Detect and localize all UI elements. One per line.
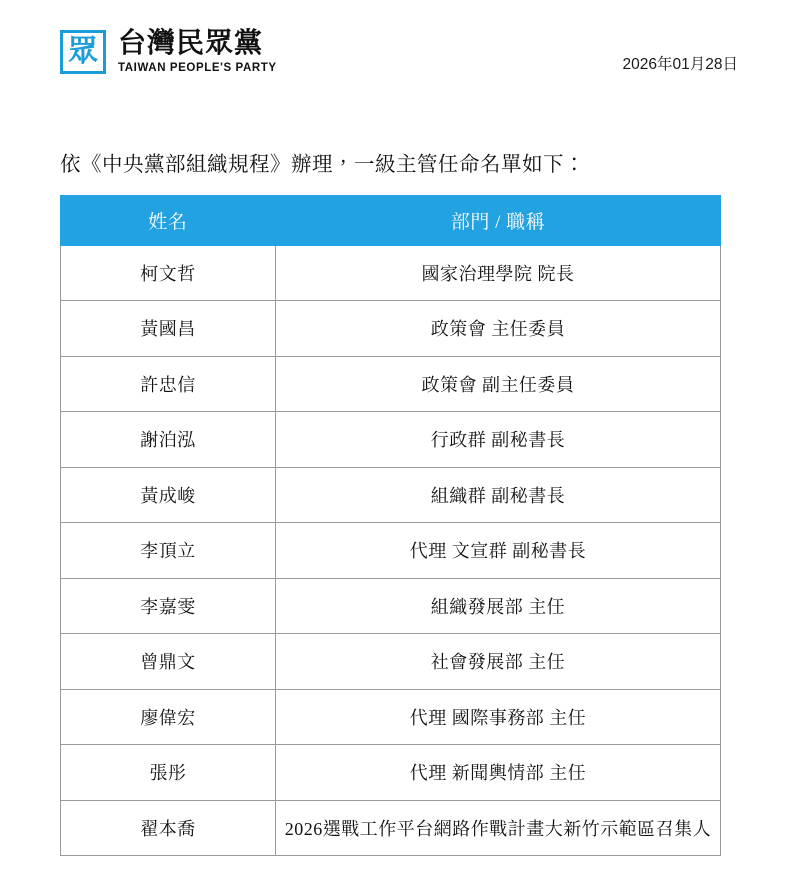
cell-role: 行政群 副秘書長 (276, 412, 721, 468)
table-row (61, 745, 721, 801)
column-header-name: 姓名 (61, 195, 276, 245)
table-row (61, 634, 721, 690)
table-body (61, 245, 721, 856)
cell-role: 國家治理學院 院長 (276, 245, 721, 301)
cell-name: 許忠信 (61, 356, 276, 412)
cell-name: 李頂立 (61, 523, 276, 579)
brand-name-chinese: 台灣民眾黨 (118, 28, 264, 59)
party-emblem-icon: 眾 (60, 30, 106, 74)
cell-role: 組織發展部 主任 (276, 578, 721, 634)
table-header (61, 195, 721, 245)
cell-role: 組織群 副秘書長 (276, 467, 721, 523)
cell-name: 黃國昌 (61, 301, 276, 357)
cell-name: 黃成峻 (61, 467, 276, 523)
brand-text (118, 30, 277, 75)
table-row (61, 412, 721, 468)
table-row (61, 356, 721, 412)
cell-name: 張彤 (61, 745, 276, 801)
cell-name: 柯文哲 (61, 245, 276, 301)
cell-role: 代理 國際事務部 主任 (276, 689, 721, 745)
table-row (61, 800, 721, 856)
document-date: 2026年01月28日 (622, 56, 738, 73)
table-row (61, 578, 721, 634)
cell-name: 曾鼎文 (61, 634, 276, 690)
cell-role: 政策會 主任委員 (276, 301, 721, 357)
document-header (0, 0, 790, 75)
cell-name: 李嘉雯 (61, 578, 276, 634)
intro-text: 依《中央黨部組織規程》辦理，一級主管任命名單如下： (60, 153, 585, 176)
table-row (61, 301, 721, 357)
brand-name-english: TAIWAN PEOPLE'S PARTY (118, 62, 277, 74)
party-logo (60, 30, 277, 75)
appointments-table (60, 195, 721, 857)
cell-name: 翟本喬 (61, 800, 276, 856)
table-row (61, 689, 721, 745)
cell-role: 社會發展部 主任 (276, 634, 721, 690)
table-header-row (61, 195, 721, 245)
table-row (61, 467, 721, 523)
column-header-role: 部門 / 職稱 (276, 195, 721, 245)
cell-role: 政策會 副主任委員 (276, 356, 721, 412)
cell-name: 廖偉宏 (61, 689, 276, 745)
cell-role: 代理 新聞輿情部 主任 (276, 745, 721, 801)
appointments-table-wrapper (60, 195, 730, 857)
cell-role: 代理 文宣群 副秘書長 (276, 523, 721, 579)
cell-name: 謝泊泓 (61, 412, 276, 468)
table-row (61, 523, 721, 579)
table-row (61, 245, 721, 301)
cell-role: 2026選戰工作平台網路作戰計畫大新竹示範區召集人 (276, 800, 721, 856)
